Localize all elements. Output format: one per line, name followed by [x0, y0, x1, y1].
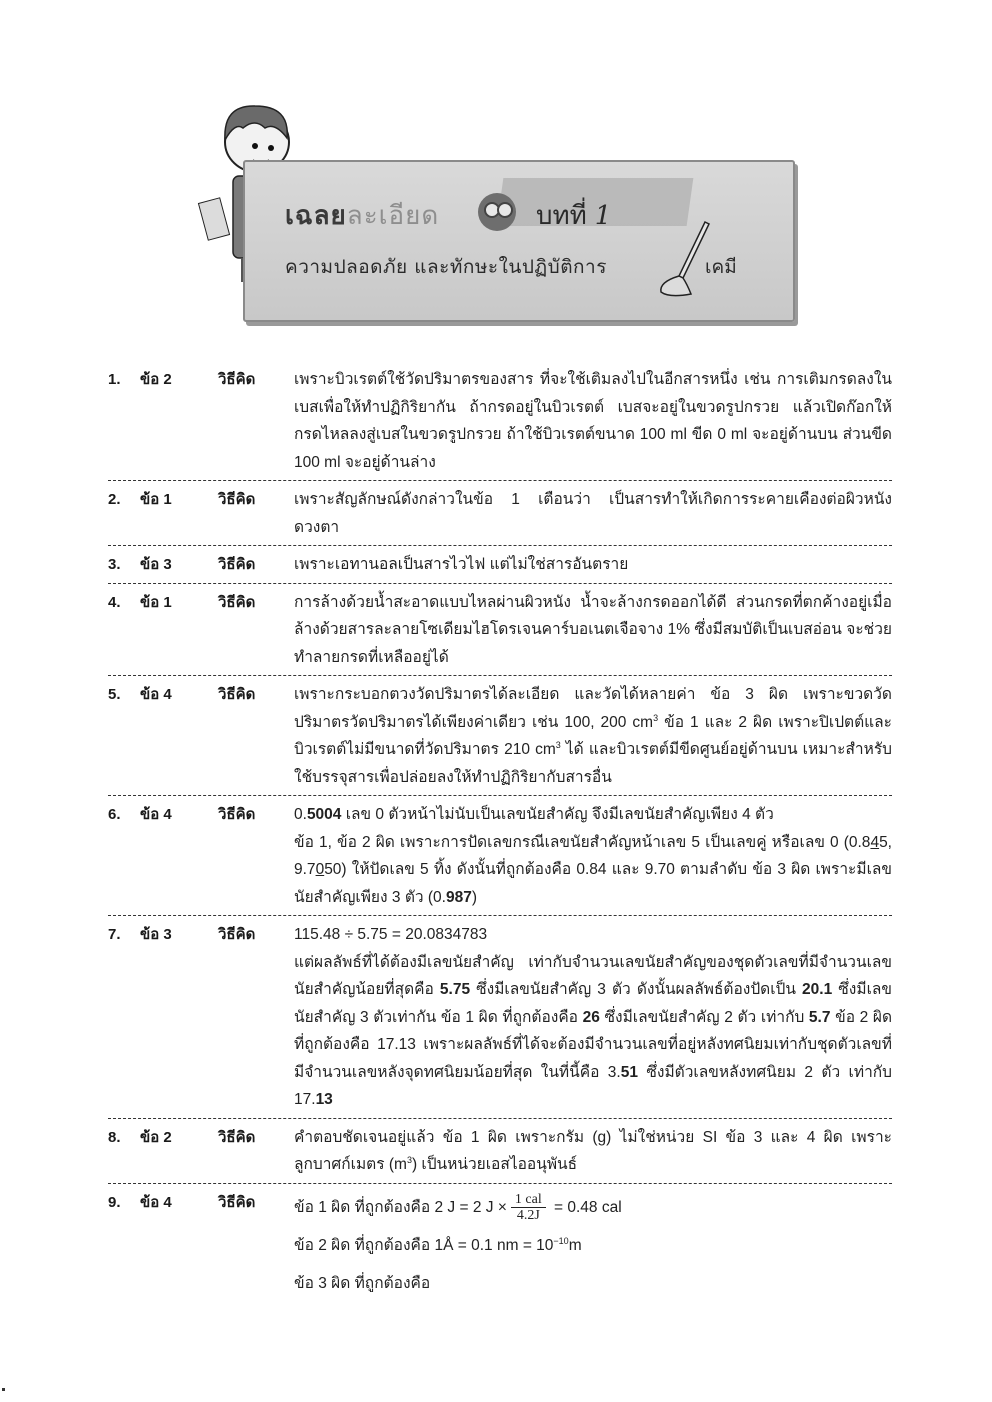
dashed-divider [108, 915, 892, 916]
text-segment: คำตอบชัดเจนอยู่แล้ว ข้อ 1 ผิด เพราะกรัม (g) ไม่ใช่หน่วย SI ข้อ 3 และ 4 ผิด เพราะลูกบาศก์เมตร (m [294, 1128, 892, 1173]
explanation [294, 1189, 892, 1303]
text-segment: ) [471, 888, 478, 906]
answer-item-2 [108, 486, 892, 541]
explanation-line [294, 801, 892, 829]
text-segment: 5, 9.7 [294, 833, 892, 878]
underlined-digit: 4 [870, 833, 880, 851]
germ-icon [478, 193, 516, 231]
answer-choice: ข้อ 2 [140, 1128, 172, 1146]
fraction-denominator: 4.2J [516, 1207, 540, 1223]
bold-number: 5.7 [808, 1008, 831, 1026]
method-label: วิธีคิด [218, 926, 256, 943]
dashed-divider [108, 795, 892, 796]
underlined-digit: 0 [315, 861, 325, 878]
text-segment: ข้อ 2 ผิด ที่ถูกต้องคือ 17.13 เพราะผลลัพธ์ที่ได้จะต้องมีจำนวนเลขที่อยู่หลังทศนิยมเท่ากับชุดตัวเลขที่มีจำนวนเลขหลังจุดทศนิยมน้อยที่สุด ในที่นี้คือ 3. [294, 1008, 893, 1081]
text-segment: 0. [294, 806, 307, 823]
banner-title [285, 195, 439, 236]
explanation-line [294, 949, 892, 1114]
superscript: 3 [653, 712, 659, 723]
explanation-line: ข้อ 3 ผิด ที่ถูกต้องคือ [294, 1274, 431, 1292]
explanation: เพราะเอทานอลเป็นสารไวไฟ แต่ไม่ใช่สารอันตราย [294, 556, 629, 573]
text-segment: m [568, 1236, 582, 1254]
title-dark: เฉลย [285, 201, 347, 231]
text-segment: เพราะกระบอกตวงวัดปริมาตรได้ละเอียด และวัดได้หลายค่า ข้อ 3 ผิด เพราะขวดวัดปริมาตรวัดปริมาตรได้เพียงค่าเดียว เช่น 100, 200 cm [294, 686, 892, 731]
answer-choice: ข้อ 1 [140, 491, 172, 508]
chapter-subtitle: ความปลอดภัย และทักษะในปฏิบัติการ [285, 256, 607, 278]
explanation: เพราะบิวเรตต์ใช้วัดปริมาตรของสาร ที่จะใช้เติมลงไปในอีกสารหนึ่ง เช่น การเติมกรดลงในเบสเพื่อให้ทำปฏิกิริยากัน ถ้ากรดอยู่ในบิวเรตต์ เบสจะอยู่ในขวดรูปกรวย แล้วเปิดก๊อกให้กรดไหลลงสู่เบสในขวดรูปกรวย ถ้าใช้บิวเรตต์ขนาด 100 ml ขีด 0 ml จะอยู่ด้านบน ส่วนขีด 100 ml จะอยู่ด้านล่าง [294, 371, 892, 471]
dashed-divider [108, 1118, 892, 1119]
explanation [294, 801, 892, 911]
answer-choice: ข้อ 4 [140, 1193, 172, 1211]
item-number: 3. [108, 556, 121, 573]
text-segment: ) เป็นหน่วยเอสไออนุพันธ์ [411, 1156, 578, 1173]
item-number: 4. [108, 593, 121, 611]
explanation-line [294, 829, 892, 912]
scan-mark [2, 1388, 5, 1391]
answer-item-7 [108, 921, 892, 1114]
answer-choice: ข้อ 4 [140, 806, 172, 823]
bold-number: 987 [445, 888, 472, 906]
text-segment: ซึ่งมีตัวเลขหลังทศนิยม 2 ตัว เท่ากับ 17. [294, 1063, 892, 1108]
bold-number: 13 [315, 1091, 333, 1108]
text-segment: แต่ผลลัพธ์ที่ได้ต้องมีเลขนัยสำคัญ เท่ากับจำนวนเลขนัยสำคัญของชุดตัวเลขที่มีจำนวนเลขนัยสำคัญน้อยที่สุดคือ [294, 953, 892, 998]
answer-item-9 [108, 1189, 892, 1303]
item-number: 1. [108, 371, 121, 388]
answer-item-4 [108, 589, 892, 672]
method-label: วิธีคิด [218, 1193, 256, 1211]
item-number: 8. [108, 1128, 121, 1146]
method-label: วิธีคิด [218, 686, 256, 703]
superscript: 3 [406, 1154, 412, 1165]
item-number: 5. [108, 686, 121, 703]
answer-item-6 [108, 801, 892, 911]
superscript: 3 [555, 739, 561, 750]
dashed-divider [108, 1183, 892, 1184]
answer-choice: ข้อ 1 [140, 593, 172, 611]
text-segment: ข้อ 1, ข้อ 2 ผิด เพราะการปัดเลขกรณีเลขนัยสำคัญหน้าเลข 5 เป็นเลขคู่ หรือเลข 0 (0.8 [294, 833, 871, 851]
chapter-label: บทที่ [536, 201, 587, 231]
text-segment: ซึ่งมีเลขนัยสำคัญ 3 ตัวเท่ากัน ข้อ 1 ผิด ที่ถูกต้องคือ [294, 981, 892, 1026]
explanation-line [294, 1227, 892, 1265]
item-number: 9. [108, 1193, 121, 1211]
item-number: 6. [108, 806, 121, 823]
answer-item-3 [108, 551, 892, 579]
text-segment: เลข 0 ตัวหน้าไม่นับเป็นเลขนัยสำคัญ จึงมีเลขนัยสำคัญเพียง 4 ตัว [341, 806, 774, 823]
method-label: วิธีคิด [218, 593, 256, 611]
dashed-divider [108, 583, 892, 584]
explanation: เพราะสัญลักษณ์ดังกล่าวในข้อ 1 เตือนว่า เป็นสารทำให้เกิดการระคายเคืองต่อผิวหนัง ดวงตา [294, 491, 892, 536]
answer-choice: ข้อ 2 [140, 371, 172, 388]
dashed-divider [108, 675, 892, 676]
superscript: −10 [553, 1235, 569, 1246]
text-segment: ซึ่งมีเลขนัยสำคัญ 2 ตัว เท่ากับ [599, 1008, 809, 1026]
answer-choice: ข้อ 4 [140, 686, 172, 703]
title-light: ละเอียด [346, 201, 440, 231]
explanation [294, 1124, 892, 1179]
answer-choice: ข้อ 3 [140, 556, 172, 573]
item-number: 2. [108, 491, 121, 508]
chapter-subtitle-tail: เคมี [705, 256, 737, 278]
text-segment: ได้ และบิวเรตต์มีขีดศูนย์อยู่ด้านบน เหมาะสำหรับใช้บรรจุสารเพื่อปล่อยลงให้ทำปฏิกิริยากับสารอื่น [294, 741, 892, 786]
bold-number: 26 [582, 1008, 600, 1026]
text-segment: ซึ่งมีเลขนัยสำคัญ 3 ตัว ดังนั้นผลลัพธ์ต้องปัดเป็น [470, 981, 803, 998]
fraction [511, 1192, 546, 1223]
text-segment: 50) ให้ปัดเลข 5 ทิ้ง ดังนั้นที่ถูกต้องคือ 0.84 และ 9.70 ตามลำดับ ข้อ 3 ผิด เพราะมีเลขนัยสำคัญเพียง 3 ตัว (0. [294, 861, 892, 906]
chapter-number: 1 [594, 201, 612, 231]
bold-number: 20.1 [802, 981, 833, 998]
text-segment: = 0.48 cal [549, 1198, 622, 1216]
method-label: วิธีคิด [218, 371, 256, 388]
explanation: การล้างด้วยน้ำสะอาดแบบไหลผ่านผิวหนัง น้ำจะล้างกรดออกได้ดี ส่วนกรดที่ตกค้างอยู่เมื่อล้างด้วยสารละลายโซเดียมไฮโดรเจนคาร์บอเนตเจือจาง 1% ซึ่งมีสมบัติเป็นเบสอ่อน จะช่วยทำลายกรดที่เหลืออยู่ได้ [294, 593, 892, 666]
method-label: วิธีคิด [218, 556, 256, 573]
fraction-numerator: 1 cal [511, 1192, 546, 1208]
item-number: 7. [108, 926, 121, 943]
method-label: วิธีคิด [218, 806, 256, 823]
explanation-line [294, 1189, 892, 1227]
method-label: วิธีคิด [218, 491, 256, 508]
answer-item-5 [108, 681, 892, 791]
text-segment: ข้อ 1 และ 2 ผิด เพราะปิเปตต์และบิวเรตต์ไม่มีขนาดที่วัดปริมาตร 210 cm [294, 713, 892, 758]
answer-list [108, 366, 892, 1303]
answer-item-1 [108, 366, 892, 476]
bold-number: 5.75 [439, 981, 471, 998]
answer-item-8 [108, 1124, 892, 1179]
answer-choice: ข้อ 3 [140, 926, 172, 943]
method-label: วิธีคิด [218, 1128, 256, 1146]
explanation [294, 681, 892, 791]
bold-number: 51 [620, 1063, 638, 1081]
text-segment: ข้อ 2 ผิด ที่ถูกต้องคือ 1Å = 0.1 nm = 10 [294, 1236, 554, 1254]
explanation [294, 921, 892, 1114]
bold-number: 5004 [306, 806, 342, 823]
chapter-heading [536, 195, 611, 236]
equation: 115.48 ÷ 5.75 = 20.0834783 [294, 926, 488, 943]
text-segment: ข้อ 1 ผิด ที่ถูกต้องคือ 2 J = 2 J × [294, 1198, 507, 1216]
dashed-divider [108, 545, 892, 546]
dashed-divider [108, 480, 892, 481]
